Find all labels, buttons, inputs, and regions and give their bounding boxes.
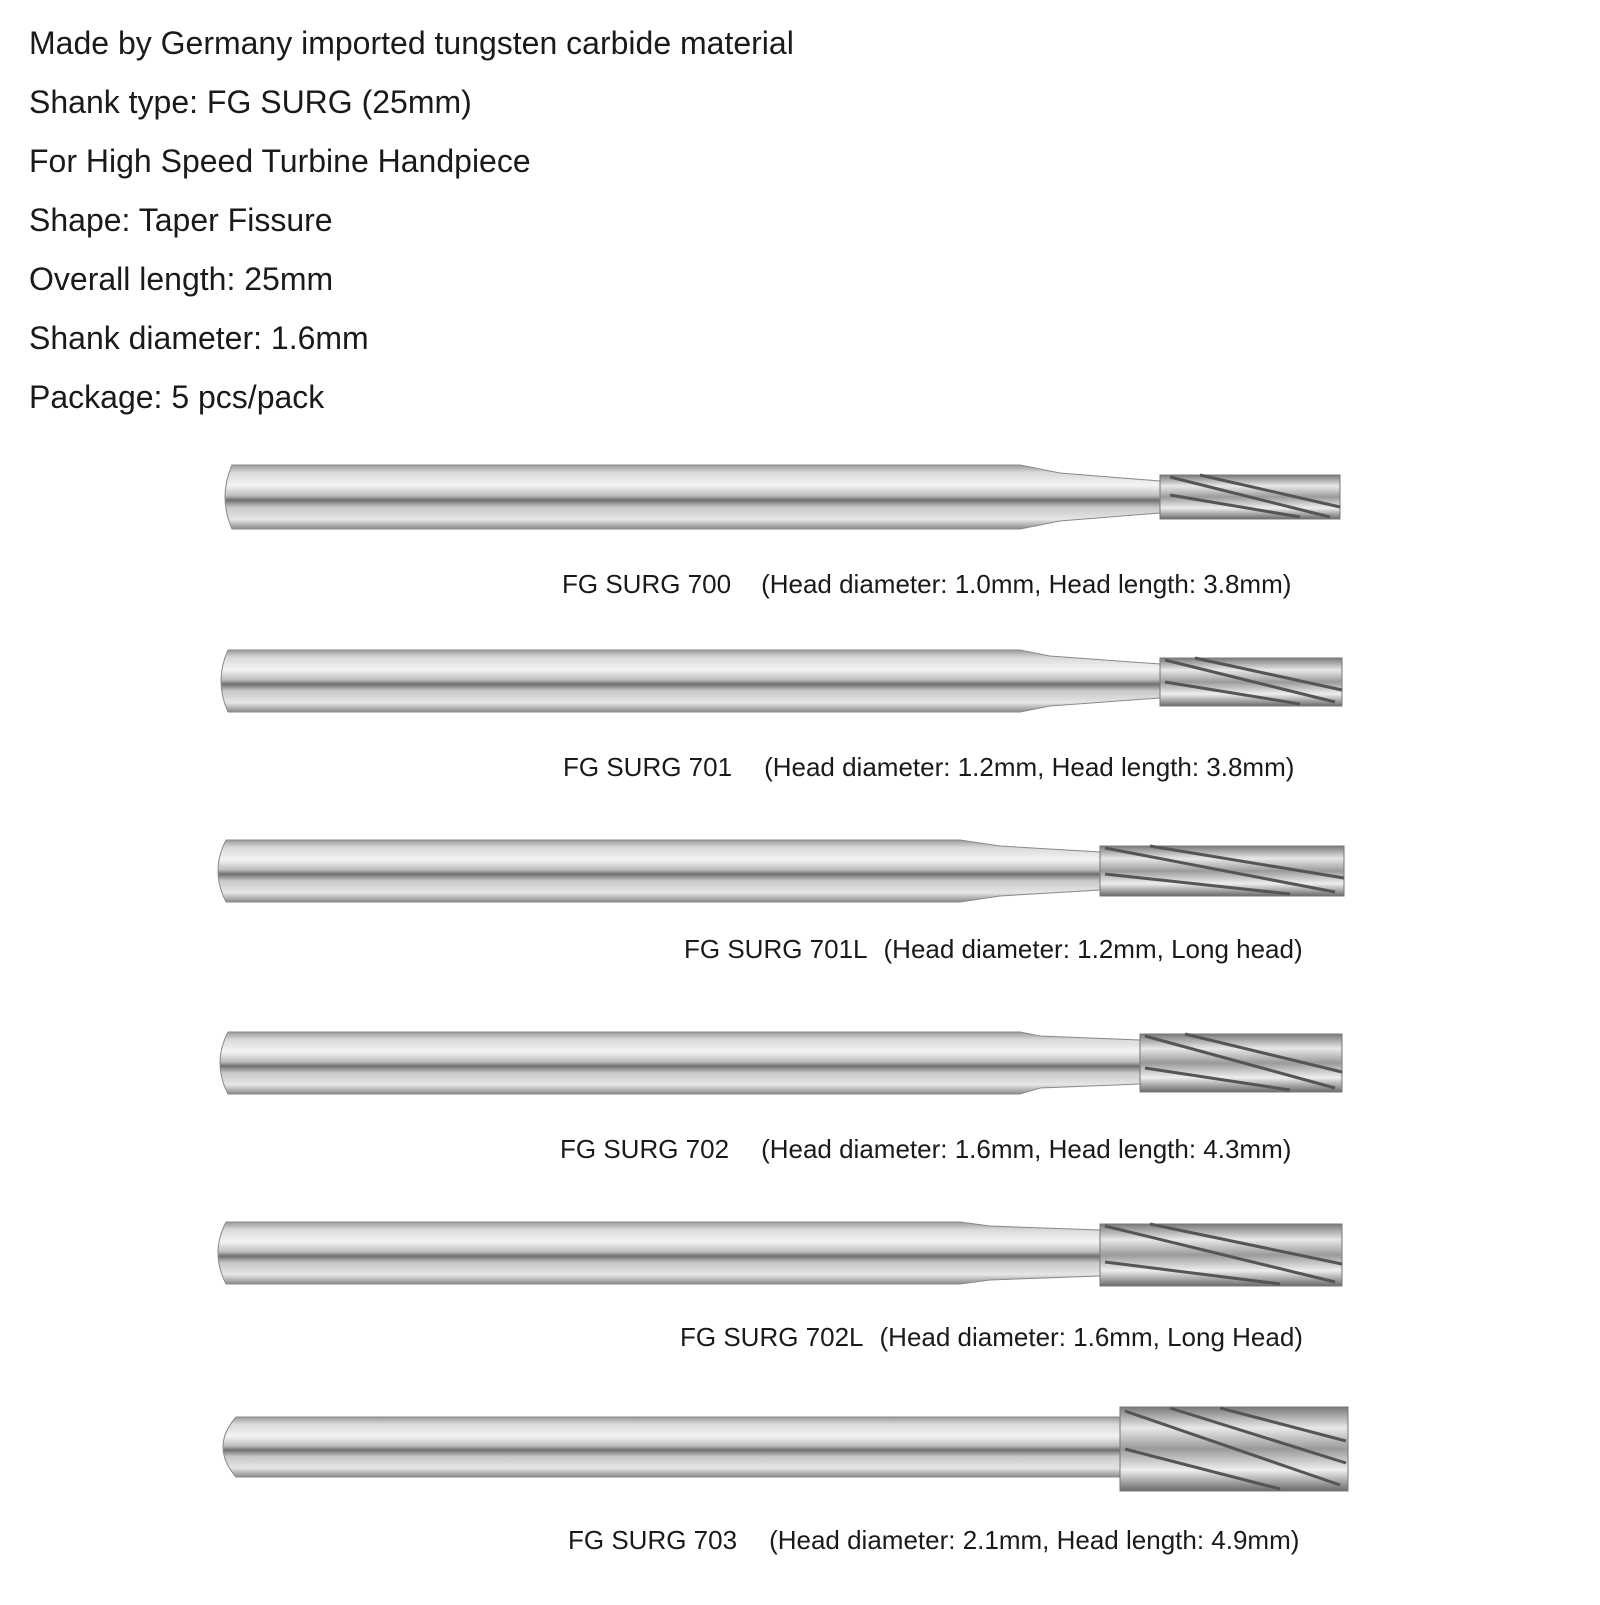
bur-702-image: [0, 1022, 1600, 1102]
bur-701-caption: [563, 752, 1294, 783]
bur-701l-detail: (Head diameter: 1.2mm, Long head): [883, 934, 1303, 964]
spec-overall-length: Overall length: 25mm: [29, 261, 334, 297]
bur-703-image: [0, 1405, 1600, 1495]
bur-701-image: [0, 640, 1600, 720]
bur-702l: [0, 1212, 1600, 1412]
bur-703: [0, 1405, 1600, 1605]
bur-703-detail: (Head diameter: 2.1mm, Head length: 4.9mm): [769, 1525, 1300, 1555]
bur-702: [0, 1022, 1600, 1222]
bur-702l-model: FG SURG 702L: [680, 1322, 864, 1352]
bur-701-detail: (Head diameter: 1.2mm, Head length: 3.8mm): [764, 752, 1295, 782]
spec-list: [29, 14, 794, 427]
bur-701: [0, 640, 1600, 840]
spec-shank-type: Shank type: FG SURG (25mm): [29, 84, 472, 120]
bur-700-caption: [562, 569, 1291, 600]
spec-shape: Shape: Taper Fissure: [29, 202, 333, 238]
bur-702l-image: [0, 1212, 1600, 1292]
bur-702-caption: [560, 1134, 1291, 1165]
bur-701l-model: FG SURG 701L: [684, 934, 868, 964]
bur-702l-caption: [680, 1322, 1303, 1353]
bur-700-detail: (Head diameter: 1.0mm, Head length: 3.8mm): [761, 569, 1292, 599]
spec-material: Made by Germany imported tungsten carbide material: [29, 25, 794, 61]
spec-handpiece: For High Speed Turbine Handpiece: [29, 143, 531, 179]
bur-702-detail: (Head diameter: 1.6mm, Head length: 4.3mm): [761, 1134, 1292, 1164]
bur-701l-image: [0, 830, 1600, 910]
bur-700-image: [0, 455, 1600, 535]
bur-701-model: FG SURG 701: [563, 752, 733, 782]
spec-package: Package: 5 pcs/pack: [29, 379, 325, 415]
bur-700: [0, 455, 1600, 655]
bur-702l-detail: (Head diameter: 1.6mm, Long Head): [879, 1322, 1303, 1352]
spec-shank-diameter: Shank diameter: 1.6mm: [29, 320, 369, 356]
bur-702-model: FG SURG 702: [560, 1134, 730, 1164]
bur-700-model: FG SURG 700: [562, 569, 732, 599]
bur-703-model: FG SURG 703: [568, 1525, 738, 1555]
bur-701l-caption: [684, 934, 1303, 965]
bur-701l: [0, 830, 1600, 1030]
bur-703-caption: [568, 1525, 1299, 1556]
